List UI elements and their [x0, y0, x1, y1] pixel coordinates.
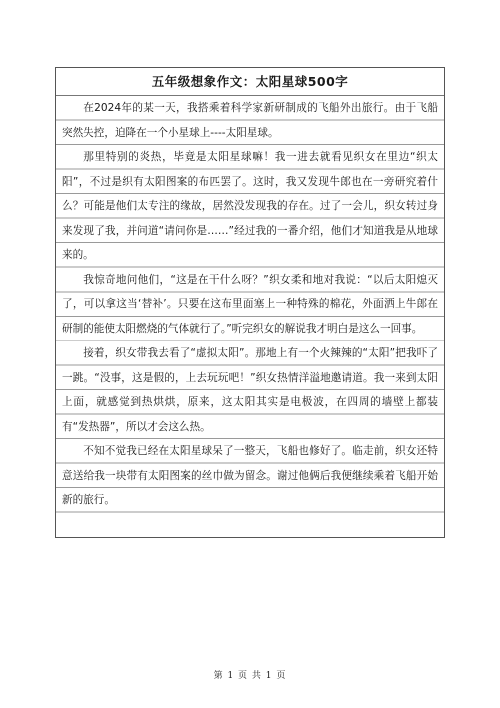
essay-paragraph: 在2024年的某一天，我搭乘着科学家新研制成的飞船外出旅行。由于飞船突然失控，迫降在一个小星球上----太阳星球。	[56, 96, 444, 145]
essay-paragraph: 接着，织女带我去看了“虚拟太阳”。那地上有一个火辣辣的“太阳”把我吓了一跳。“没事，这是假的，上去玩玩吧！”织女热情洋溢地邀请道。我一来到太阳上面，就感觉到热烘烘，原来，这太阳其实是电极波，在四周的墙壁上都装有“发热器”，所以才会这么热。	[56, 341, 444, 439]
essay-title: 五年级想象作文：太阳星球500字	[56, 68, 444, 96]
essay-paragraph: 不知不觉我已经在太阳星球呆了一整天，飞船也修好了。临走前，织女还特意送给我一块带有太阳图案的丝巾做为留念。谢过他俩后我便继续乘着飞船开始新的旅行。	[56, 439, 444, 513]
blank-ruled-line	[56, 513, 444, 538]
essay-sheet	[55, 67, 445, 538]
page-number: 第 1 页 共 1 页	[213, 671, 287, 681]
essay-paragraph: 那里特别的炎热，毕竟是太阳星球嘛！我一进去就看见织女在里边“织太阳”，不过是织有太阳图案的布匹罢了。这时，我又发现牛郎也在一旁研究着什么？可能是他们太专注的缘故，居然没发现我的存在。过了一会儿，织女转过身来发现了我，并问道“请问你是……”经过我的一番介绍，他们才知道我是从地球来的。	[56, 145, 444, 268]
essay-paragraph: 我惊奇地问他们，“这是在干什么呀？”织女柔和地对我说：“以后太阳熄灭了，可以拿这当‘替补’。只要在这布里面塞上一种特殊的棉花，外面洒上牛郎在研制的能使太阳燃烧的气体就行了。”听完织女的解说我才明白是这么一回事。	[56, 268, 444, 342]
